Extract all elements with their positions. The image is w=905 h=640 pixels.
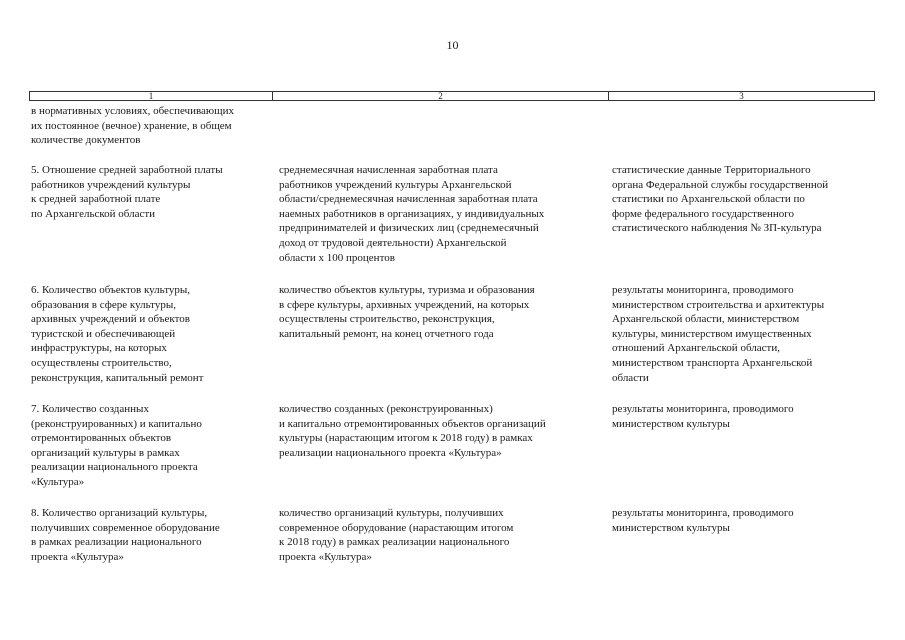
header-col-1: 1 xyxy=(30,92,273,100)
row-0-indicator: в нормативных условиях, обеспечивающих их постоянное (вечное) хранение, в общем количестве документов xyxy=(31,105,234,147)
row-2-indicator: 6. Количество объектов культуры, образования в сфере культуры, архивных учреждений и объектов туристской и обеспечивающей инфраструктуры, на которых осуществлены строительство, реконструкция, капитальный ремонт xyxy=(31,284,204,384)
page-number: 10 xyxy=(446,38,459,52)
header-col-2: 2 xyxy=(273,92,609,100)
row-3-source: результаты мониторинга, проводимого министерством культуры xyxy=(612,403,794,430)
table-header xyxy=(29,91,875,101)
row-4-method: количество организаций культуры, получивших современное оборудование (нарастающим итогом к 2018 году) в рамках реализации национального проекта «Культура» xyxy=(279,507,514,563)
row-2-source: результаты мониторинга, проводимого министерством строительства и архитектуры Архангельской области, министерством культуры, министерством имущественных отношений Архангельской области, министерством транспорта Архангельской области xyxy=(612,284,825,384)
row-1-method: среднемесячная начисленная заработная плата работников учреждений культуры Архангельской области/среднемесячная начисленная заработная плата наемных работников в организациях, у индивидуальных предпринимателей и физических лиц (среднемесячный доход от трудовой деятельности) Архангельской области х 100 процентов xyxy=(279,164,545,264)
row-3-indicator: 7. Количество созданных (реконструированных) и капитально отремонтированных объектов организаций культуры в рамках реализации национального проекта «Культура» xyxy=(31,403,202,488)
header-col-3: 3 xyxy=(739,91,744,101)
row-1-indicator: 5. Отношение средней заработной платы работников учреждений культуры к средней заработной плате по Архангельской области xyxy=(31,164,223,220)
row-1-source: статистические данные Территориального органа Федеральной службы государственной статистики по Архангельской области по форме федерального государственного статистического наблюдения № ЗП-культура xyxy=(612,164,829,235)
row-2-method: количество объектов культуры, туризма и образования в сфере культуры, архивных учреждений, на которых осуществлены строительство, реконструкция, капитальный ремонт, на конец отчетного года xyxy=(279,284,535,340)
row-4-indicator: 8. Количество организаций культуры, получивших современное оборудование в рамках реализации национального проекта «Культура» xyxy=(31,507,220,563)
row-3-method: количество созданных (реконструированных) и капитально отремонтированных объектов организаций культуры (нарастающим итогом к 2018 году) в рамках реализации национального проекта «Культура» xyxy=(279,403,546,459)
row-4-source: результаты мониторинга, проводимого министерством культуры xyxy=(612,507,794,534)
